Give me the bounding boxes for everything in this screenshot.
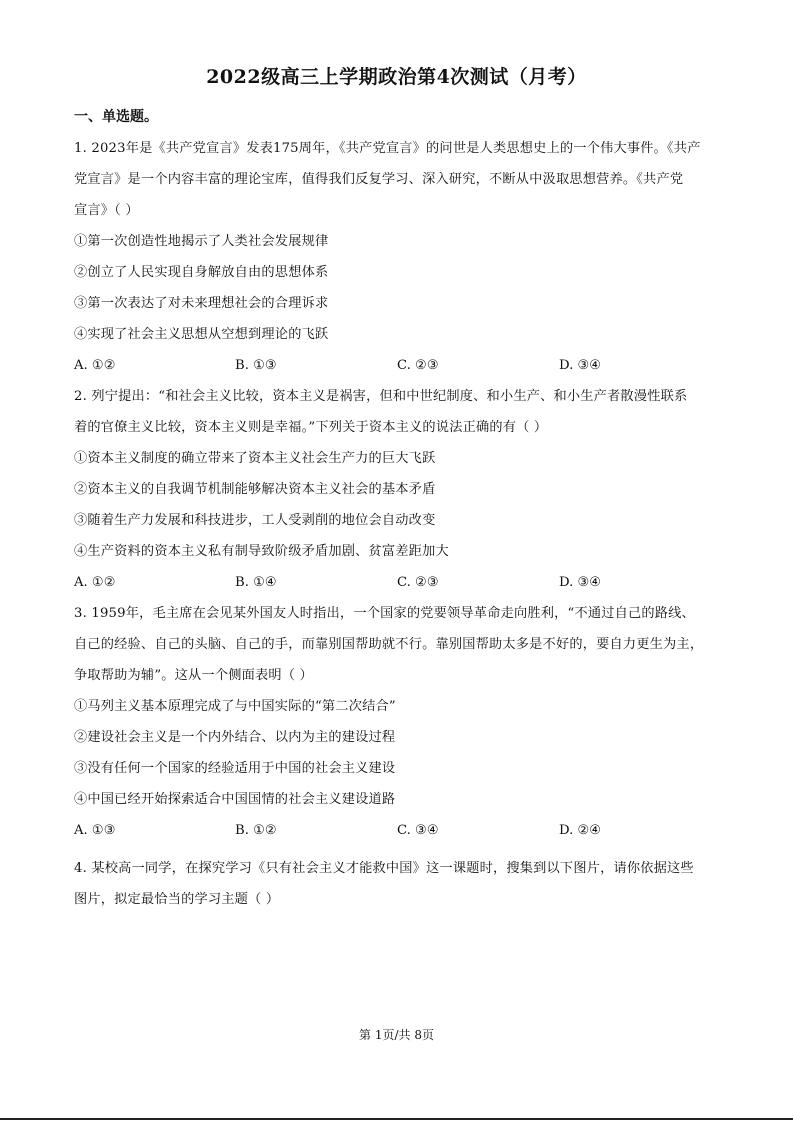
statement-item: ①马列主义基本原理完成了与中国实际的“第二次结合” — [74, 699, 396, 714]
question-4 — [74, 853, 726, 915]
option-d: D. ③④ — [559, 575, 602, 590]
answer-options — [74, 567, 726, 598]
option-c: C. ②③ — [397, 358, 439, 373]
statement-item: ③没有任何一个国家的经验适用于中国的社会主义建设 — [74, 761, 396, 776]
statement-item: ④中国已经开始探索适合中国国情的社会主义建设道路 — [74, 792, 396, 807]
option-a: A. ①③ — [74, 823, 116, 838]
option-c: C. ②③ — [397, 575, 439, 590]
statement-item: ③第一次表达了对未来理想社会的合理诉求 — [74, 296, 329, 311]
question-stem-line: 2. 列宁提出：“和社会主义比较，资本主义是祸害，但和中世纪制度、和小生产、和小生产者散漫性联系 — [74, 389, 688, 404]
question-stem-line: 3. 1959年，毛主席在会见某外国友人时指出，一个国家的党要领导革命走向胜利，“不通过自己的路线、 — [74, 606, 695, 621]
bottom-divider — [0, 1118, 793, 1120]
statement-item: ④生产资料的资本主义私有制导致阶级矛盾加剧、贫富差距加大 — [74, 544, 449, 559]
question-stem-line: 1. 2023年是《共产党宣言》发表175周年，《共产党宣言》的问世是人类思想史上的一个伟大事件。《共产 — [74, 141, 701, 156]
question-1 — [74, 133, 726, 381]
question-stem-line: 着的官僚主义比较，资本主义则是幸福。”下列关于资本主义的说法正确的有（ ） — [74, 420, 548, 435]
option-d: D. ③④ — [559, 358, 602, 373]
question-stem-line: 图片，拟定最恰当的学习主题（ ） — [74, 892, 280, 907]
answer-options — [74, 815, 726, 846]
statement-item: ②创立了人民实现自身解放自由的思想体系 — [74, 265, 329, 280]
statement-item: ③随着生产力发展和科技进步，工人受剥削的地位会自动改变 — [74, 513, 436, 528]
option-a: A. ①② — [74, 358, 116, 373]
section-heading: 一、单选题。 — [74, 109, 158, 125]
question-stem-line: 自己的经验、自己的头脑、自己的手，而靠别国帮助就不行。靠别国帮助太多是不好的，要自力更生为主， — [74, 637, 704, 652]
option-b: B. ①④ — [235, 575, 277, 590]
option-b: B. ①③ — [235, 358, 277, 373]
statement-item: ①第一次创造性地揭示了人类社会发展规律 — [74, 234, 329, 249]
statement-item: ①资本主义制度的确立带来了资本主义社会生产力的巨大飞跃 — [74, 451, 436, 466]
option-b: B. ①② — [235, 823, 277, 838]
question-3 — [74, 598, 726, 846]
question-stem-line: 党宣言》是一个内容丰富的理论宝库，值得我们反复学习、深入研究，不断从中汲取思想营养。《共产党 — [74, 172, 684, 187]
question-stem-line: 4. 某校高一同学，在探究学习《只有社会主义才能救中国》这一课题时，搜集到以下图片，请你依据这些 — [74, 861, 694, 876]
statement-item: ②资本主义的自我调节机制能够解决资本主义社会的基本矛盾 — [74, 482, 436, 497]
answer-options — [74, 350, 726, 381]
question-stem-line: 宣言》（ ） — [74, 203, 139, 218]
question-2 — [74, 381, 726, 598]
statement-item: ②建设社会主义是一个内外结合、以内为主的建设过程 — [74, 730, 396, 745]
page-title: 2022级高三上学期政治第4次测试（月考） — [206, 66, 587, 88]
option-d: D. ②④ — [559, 823, 602, 838]
statement-item: ④实现了社会主义思想从空想到理论的飞跃 — [74, 327, 329, 342]
page-number: 第 1页/共 8页 — [359, 1028, 434, 1042]
option-c: C. ③④ — [397, 823, 439, 838]
question-stem-line: 争取帮助为辅”。这从一个侧面表明（ ） — [74, 668, 313, 683]
option-a: A. ①② — [74, 575, 116, 590]
